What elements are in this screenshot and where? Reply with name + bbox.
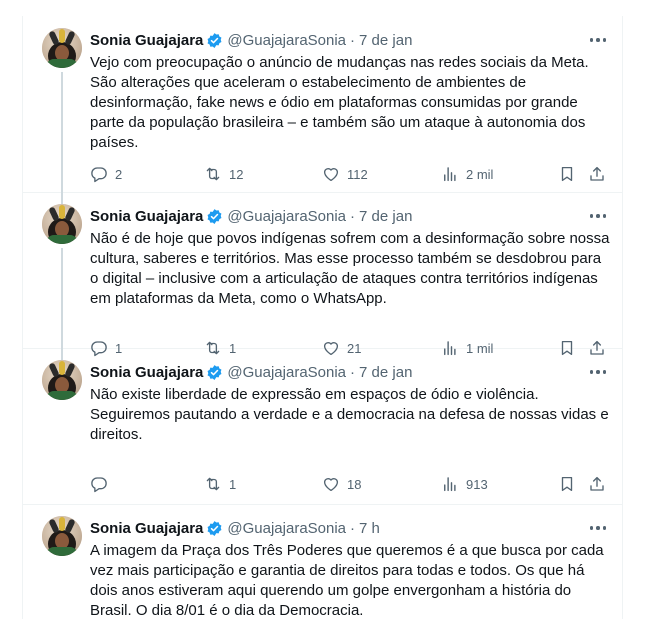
share-button[interactable]	[588, 164, 606, 184]
tweet-time[interactable]: 7 de jan	[359, 363, 413, 381]
bookmark-icon	[558, 165, 576, 183]
retweet-count: 1	[229, 340, 237, 356]
bookmark-icon	[558, 475, 576, 493]
separator-dot: ·	[350, 31, 356, 49]
views-count: 1 mil	[466, 340, 494, 356]
separator-dot: ·	[350, 363, 356, 381]
author-name[interactable]: Sonia Guajajara	[90, 363, 204, 381]
more-icon[interactable]	[587, 206, 609, 226]
thread-line	[61, 72, 63, 194]
thread-line	[61, 348, 63, 360]
views-icon	[441, 165, 459, 183]
reply-button[interactable]	[90, 474, 115, 494]
separator-dot: ·	[350, 207, 356, 225]
avatar[interactable]	[42, 516, 82, 556]
thread-line	[61, 248, 63, 350]
action-bar	[90, 474, 610, 494]
views-count: 913	[466, 476, 488, 492]
retweet-count: 1	[229, 476, 237, 492]
tweet-text: Não existe liberdade de expressão em espaços de ódio e violência. Seguiremos pautando a verdade e a democracia na defesa de nossas vidas e direitos.	[90, 386, 609, 443]
like-icon	[322, 165, 340, 183]
separator-dot: ·	[350, 519, 356, 537]
tweet-header	[90, 518, 380, 538]
like-count: 21	[347, 340, 362, 356]
tweet-header	[90, 362, 412, 382]
author-handle[interactable]: @GuajajaraSonia	[227, 519, 347, 537]
reply-count: 2	[115, 166, 123, 182]
like-button[interactable]	[322, 164, 368, 184]
verified-badge-icon	[206, 520, 223, 537]
more-icon[interactable]	[587, 30, 609, 50]
more-icon[interactable]	[587, 518, 609, 538]
views-count: 2 mil	[466, 166, 494, 182]
avatar[interactable]	[42, 204, 82, 244]
reply-button[interactable]	[90, 164, 122, 184]
verified-badge-icon	[206, 364, 223, 381]
reply-icon	[90, 475, 108, 493]
retweet-button[interactable]	[204, 474, 236, 494]
retweet-count: 12	[229, 166, 244, 182]
tweet[interactable]	[23, 348, 623, 505]
author-handle[interactable]: @GuajajaraSonia	[227, 363, 347, 381]
thread-line	[61, 192, 63, 204]
share-icon	[588, 165, 606, 183]
tweet-text: Vejo com preocupação o anúncio de mudanças nas redes sociais da Meta. São alterações que aceleram o estabelecimento de ambientes de desinformação, fake news e ódio em plataformas consumidas por grande parte da população brasileira – e também são um ataque à autonomia dos países.	[90, 54, 589, 151]
like-button[interactable]	[322, 474, 361, 494]
author-name[interactable]: Sonia Guajajara	[90, 207, 204, 225]
avatar[interactable]	[42, 28, 82, 68]
action-bar	[90, 164, 610, 184]
bookmark-button[interactable]	[558, 164, 576, 184]
author-name[interactable]: Sonia Guajajara	[90, 31, 204, 49]
bookmark-button[interactable]	[558, 474, 576, 494]
tweet[interactable]	[23, 504, 623, 619]
retweet-button[interactable]	[204, 164, 243, 184]
views-icon	[441, 475, 459, 493]
reply-count: 1	[115, 340, 123, 356]
tweet-time[interactable]: 7 de jan	[359, 207, 413, 225]
share-icon	[588, 475, 606, 493]
views-button[interactable]	[441, 164, 493, 184]
verified-badge-icon	[206, 208, 223, 225]
share-button[interactable]	[588, 474, 606, 494]
like-count: 112	[347, 166, 368, 182]
like-icon	[322, 475, 340, 493]
avatar[interactable]	[42, 360, 82, 400]
tweet-text: Não é de hoje que povos indígenas sofrem com a desinformação sobre nossa cultura, saberes e territórios. Mas esse processo também se desdobrou para o digital – inclusive com a articulação de ataques contra territórios indígenas em plataformas da Meta, como o WhatsApp.	[90, 230, 610, 307]
tweet-header	[90, 30, 412, 50]
like-count: 18	[347, 476, 362, 492]
tweet-time[interactable]: 7 de jan	[359, 31, 413, 49]
author-name[interactable]: Sonia Guajajara	[90, 519, 204, 537]
retweet-icon	[204, 475, 222, 493]
tweet-time[interactable]: 7 h	[359, 519, 380, 537]
tweet[interactable]	[23, 16, 623, 193]
more-icon[interactable]	[587, 362, 609, 382]
tweet-thread	[22, 16, 623, 619]
reply-icon	[90, 165, 108, 183]
views-button[interactable]	[441, 474, 488, 494]
retweet-icon	[204, 165, 222, 183]
tweet-header	[90, 206, 412, 226]
verified-badge-icon	[206, 32, 223, 49]
author-handle[interactable]: @GuajajaraSonia	[227, 31, 347, 49]
tweet-text: A imagem da Praça dos Três Poderes que queremos é a que busca por cada vez mais participação e garantia de direitos para todas e todos. Os que há dois anos estiveram aqui querendo um golpe envergonham a história do Brasil. O dia 8/01 é o dia da Democracia.	[90, 542, 604, 619]
tweet[interactable]	[23, 192, 623, 356]
author-handle[interactable]: @GuajajaraSonia	[227, 207, 347, 225]
